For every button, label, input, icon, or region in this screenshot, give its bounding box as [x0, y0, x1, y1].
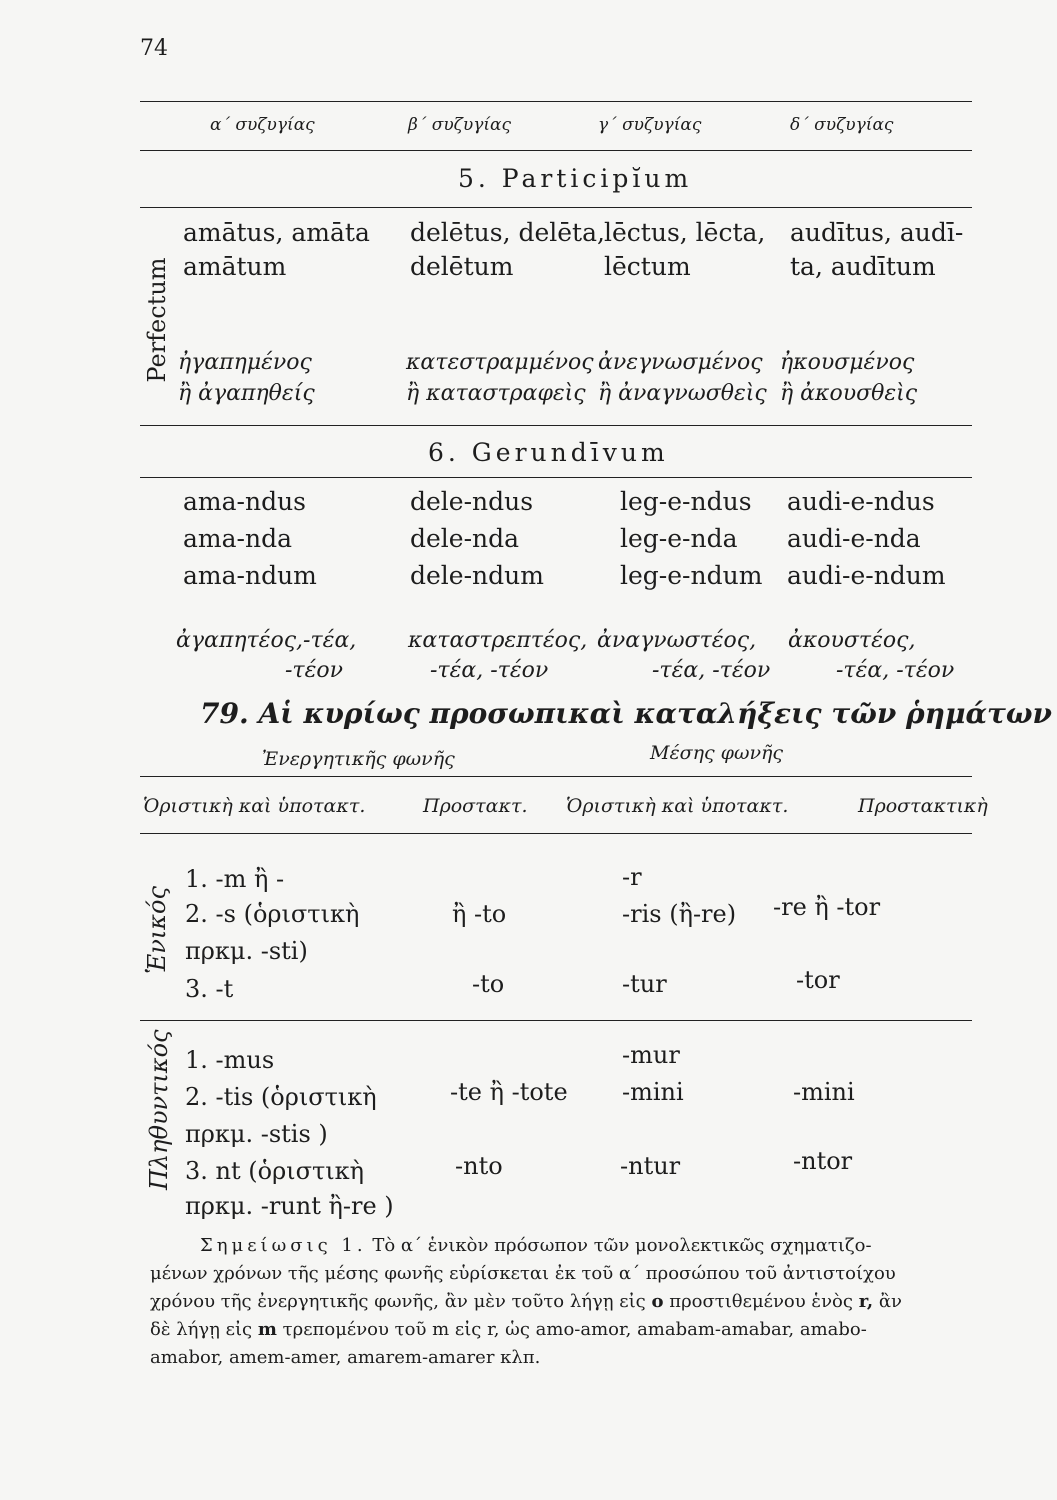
gerundive-greek-3a: ἀναγνωστέος,	[597, 628, 757, 653]
header-conj-3: γ΄ συζυγίας	[598, 115, 702, 135]
gerundive-cell: dele-nda	[410, 524, 520, 553]
rule	[140, 1020, 972, 1021]
ending-cell: ἢ -to	[452, 900, 507, 928]
ending-cell: πρκμ. -sti)	[185, 937, 308, 965]
participle-latin-1a: amātus, amāta	[183, 218, 370, 247]
ending-cell: 1. -mus	[185, 1046, 275, 1074]
gerundive-greek-2a: καταστρεπτέος,	[408, 628, 588, 653]
col-header-active-indicative: Ὁριστικὴ καὶ ὑποτακτ.	[143, 795, 366, 817]
note-line-2: μένων χρόνων τῆς μέσης φωνῆς εὑρίσκεται ἐκ τοῦ α΄ προσώπου τοῦ ἀντιστοίχου	[150, 1263, 896, 1284]
ending-cell: -ntor	[793, 1147, 853, 1175]
note-text: χρόνου τῆς ἐνεργητικῆς φωνῆς, ἂν μὲν τοῦτο λήγῃ εἰς	[150, 1291, 646, 1312]
note-line-1	[200, 1232, 872, 1260]
note-lead: Σημείωσις 1.	[200, 1235, 367, 1256]
participle-latin-2b: delētum	[410, 252, 514, 281]
rule	[140, 425, 972, 426]
col-header-active-imperative: Προστακτ.	[423, 795, 528, 817]
gerundive-cell: leg-e-nda	[620, 524, 738, 553]
gerundive-cell: audi-e-nda	[787, 524, 921, 553]
gerundive-cell: audi-e-ndus	[787, 487, 935, 516]
note-text: r,	[858, 1291, 874, 1312]
singular-side-label: Ἑνικός	[143, 886, 171, 974]
ending-cell: πρκμ. -runt ἢ-re )	[185, 1192, 394, 1220]
ending-cell: -re ἢ -tor	[773, 893, 881, 921]
ending-cell: -nto	[455, 1152, 503, 1180]
note-line-5: amabor, amem-amer, amarem-amarer κλπ.	[150, 1347, 541, 1368]
col-header-middle-indicative: Ὁριστικὴ καὶ ὑποτακτ.	[566, 795, 789, 817]
plural-side-label: Πληθυντικός	[145, 1029, 173, 1190]
participle-latin-4a: audītus, audī-	[790, 218, 964, 247]
gerundive-cell: dele-ndus	[410, 487, 534, 516]
rule	[140, 101, 972, 102]
note-text: προστιθεμένου ἑνὸς	[669, 1291, 853, 1312]
section-79-heading: 79. Αἱ κυρίως προσωπικαὶ καταλήξεις τῶν ῥημάτων	[200, 697, 1052, 730]
ending-cell: -tor	[796, 966, 840, 994]
rule	[140, 477, 972, 478]
ending-cell: 1. -m ἢ -	[185, 865, 285, 893]
gerundivum-title: 6. Gerundīvum	[428, 438, 669, 467]
gerundive-cell: ama-ndum	[183, 561, 317, 590]
participle-latin-1b: amātum	[183, 252, 287, 281]
participle-latin-2a: delētus, delēta,	[410, 218, 605, 247]
gerundive-cell: ama-ndus	[183, 487, 306, 516]
note-text: Τὸ α΄ ἑνικὸν πρόσωπον τῶν μονολεκτικῶς σχηματιζο-	[372, 1235, 872, 1256]
gerundive-cell: audi-e-ndum	[787, 561, 946, 590]
note-text: m	[257, 1319, 277, 1340]
header-conj-1: α΄ συζυγίας	[210, 115, 315, 135]
gerundive-cell: dele-ndum	[410, 561, 544, 590]
ending-cell: 3. nt (ὁριστικὴ	[185, 1157, 365, 1185]
participle-greek-1b: ἢ ἀγαπηθείς	[178, 381, 315, 406]
note-text: τρεπομένου τοῦ m εἰς r, ὡς amo-amor, amabam-amabar, amabo-	[282, 1319, 867, 1340]
ending-cell: 3. -t	[185, 975, 234, 1003]
gerundive-cell: leg-e-ndus	[620, 487, 752, 516]
note-line-3	[150, 1288, 902, 1316]
gerundive-cell: ama-nda	[183, 524, 292, 553]
participle-greek-4a: ἠκουσμένος	[780, 350, 915, 375]
ending-cell: -te ἢ -tote	[450, 1078, 568, 1106]
page-number: 74	[140, 36, 168, 61]
note-text: o	[651, 1291, 664, 1312]
ending-cell: -mini	[793, 1078, 855, 1106]
gerundive-greek-1a: ἀγαπητέος,-τέα,	[176, 628, 357, 653]
header-conj-2: β΄ συζυγίας	[408, 115, 512, 135]
ending-cell: -ntur	[620, 1152, 681, 1180]
participle-latin-3a: lēctus, lēcta,	[604, 218, 766, 247]
header-conj-4: δ΄ συζυγίας	[790, 115, 894, 135]
ending-cell: -to	[472, 970, 505, 998]
ending-cell: -ris (ἢ-re)	[622, 900, 737, 928]
ending-cell: πρκμ. -stis )	[185, 1120, 328, 1148]
rule	[140, 833, 972, 834]
gerundive-greek-3b: -τέα, -τέον	[652, 658, 771, 683]
gerundive-greek-4b: -τέα, -τέον	[836, 658, 955, 683]
ending-cell: 2. -tis (ὁριστικὴ	[185, 1083, 377, 1111]
ending-cell: -tur	[622, 970, 667, 998]
participle-greek-3b: ἢ ἀναγνωσθεὶς	[598, 381, 767, 406]
participle-greek-2b: ἢ καταστραφεὶς	[406, 381, 586, 406]
note-text: ἂν	[878, 1291, 902, 1312]
gerundive-greek-1b: -τέον	[285, 658, 344, 683]
note-text: δὲ λήγῃ εἰς	[150, 1319, 253, 1340]
perfectum-side-label: Perfectum	[143, 257, 171, 383]
participle-latin-3b: lēctum	[604, 252, 691, 281]
participle-greek-3a: ἀνεγνωσμένος	[598, 350, 763, 375]
ending-cell: 2. -s (ὁριστικὴ	[185, 900, 360, 928]
participle-greek-1a: ἠγαπημένος	[178, 350, 312, 375]
ending-cell: -mur	[622, 1041, 680, 1069]
rule	[140, 207, 972, 208]
gerundive-greek-4a: ἀκουστέος,	[788, 628, 916, 653]
participle-greek-2a: κατεστραμμένος	[406, 350, 594, 375]
note-line-4	[150, 1316, 867, 1344]
gerundive-greek-2b: -τέα, -τέον	[430, 658, 549, 683]
participium-title: 5. Participĭum	[458, 164, 693, 193]
rule	[140, 776, 972, 777]
ending-cell: -mini	[622, 1078, 684, 1106]
rule	[140, 150, 972, 151]
active-voice-label: Ἐνεργητικῆς φωνῆς	[262, 748, 455, 770]
gerundive-cell: leg-e-ndum	[620, 561, 763, 590]
participle-greek-4b: ἢ ἀκουσθεὶς	[780, 381, 918, 406]
ending-cell: -r	[622, 863, 642, 891]
col-header-middle-imperative: Προστακτικὴ	[858, 795, 988, 817]
participle-latin-4b: ta, audītum	[790, 252, 936, 281]
middle-voice-label: Μέσης φωνῆς	[650, 742, 784, 764]
